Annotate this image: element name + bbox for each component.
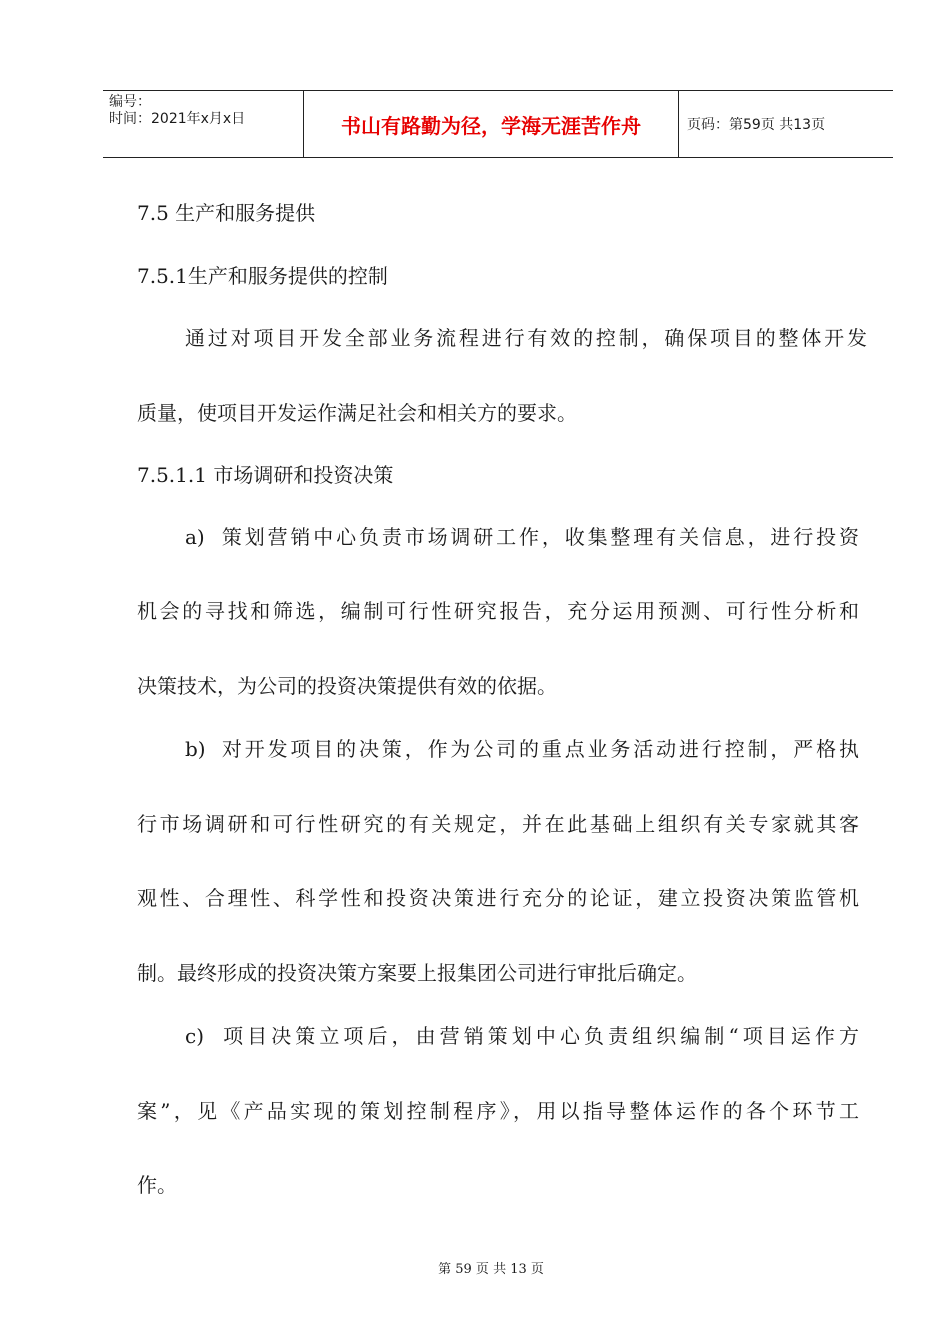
list-marker-b: b) bbox=[185, 737, 206, 761]
paragraph-line: 制。最终形成的投资决策方案要上报集团公司进行审批后确定。 bbox=[137, 961, 697, 985]
header-motto: 书山有路勤为径，学海无涯苦作舟 bbox=[304, 91, 679, 157]
paragraph-line: 通过对项目开发全部业务流程进行有效的控制，确保项目的整体开发 bbox=[185, 326, 867, 350]
paragraph-line: 行市场调研和可行性研究的有关规定，并在此基础上组织有关专家就其客 bbox=[137, 812, 859, 836]
section-heading-7-5-1-1: 7.5.1.1 市场调研和投资决策 bbox=[137, 463, 394, 487]
page-header bbox=[103, 90, 893, 158]
list-item-a: a) 策划营销中心负责市场调研工作，收集整理有关信息，进行投资 bbox=[185, 525, 859, 549]
serial-number-label: 编号： bbox=[109, 94, 151, 110]
header-meta bbox=[103, 91, 304, 157]
list-marker-c: c) bbox=[185, 1024, 205, 1048]
header-page-info: 页码：第59页 共13页 bbox=[687, 117, 826, 133]
section-heading-7-5-1: 7.5.1生产和服务提供的控制 bbox=[137, 264, 388, 288]
paragraph-line: 观性、合理性、科学性和投资决策进行充分的论证，建立投资决策监管机 bbox=[137, 886, 859, 910]
paragraph-line: 质量，使项目开发运作满足社会和相关方的要求。 bbox=[137, 401, 577, 425]
paragraph-line: 机会的寻找和筛选，编制可行性研究报告，充分运用预测、可行性分析和 bbox=[137, 599, 859, 623]
section-heading-7-5: 7.5 生产和服务提供 bbox=[137, 201, 316, 225]
list-item-c: c) 项目决策立项后，由营销策划中心负责组织编制“项目运作方 bbox=[185, 1024, 859, 1048]
page-footer: 第 59 页 共 13 页 bbox=[438, 1262, 544, 1277]
paragraph-line: 案”，见《产品实现的策划控制程序》，用以指导整体运作的各个环节工 bbox=[137, 1099, 859, 1123]
list-marker-a: a) bbox=[185, 525, 205, 549]
list-item-b: b) 对开发项目的决策，作为公司的重点业务活动进行控制，严格执 bbox=[185, 737, 859, 761]
paragraph-line: 作。 bbox=[137, 1173, 177, 1197]
paragraph-line: 决策技术，为公司的投资决策提供有效的依据。 bbox=[137, 674, 557, 698]
time-label: 时间：2021年x月x日 bbox=[109, 111, 246, 127]
